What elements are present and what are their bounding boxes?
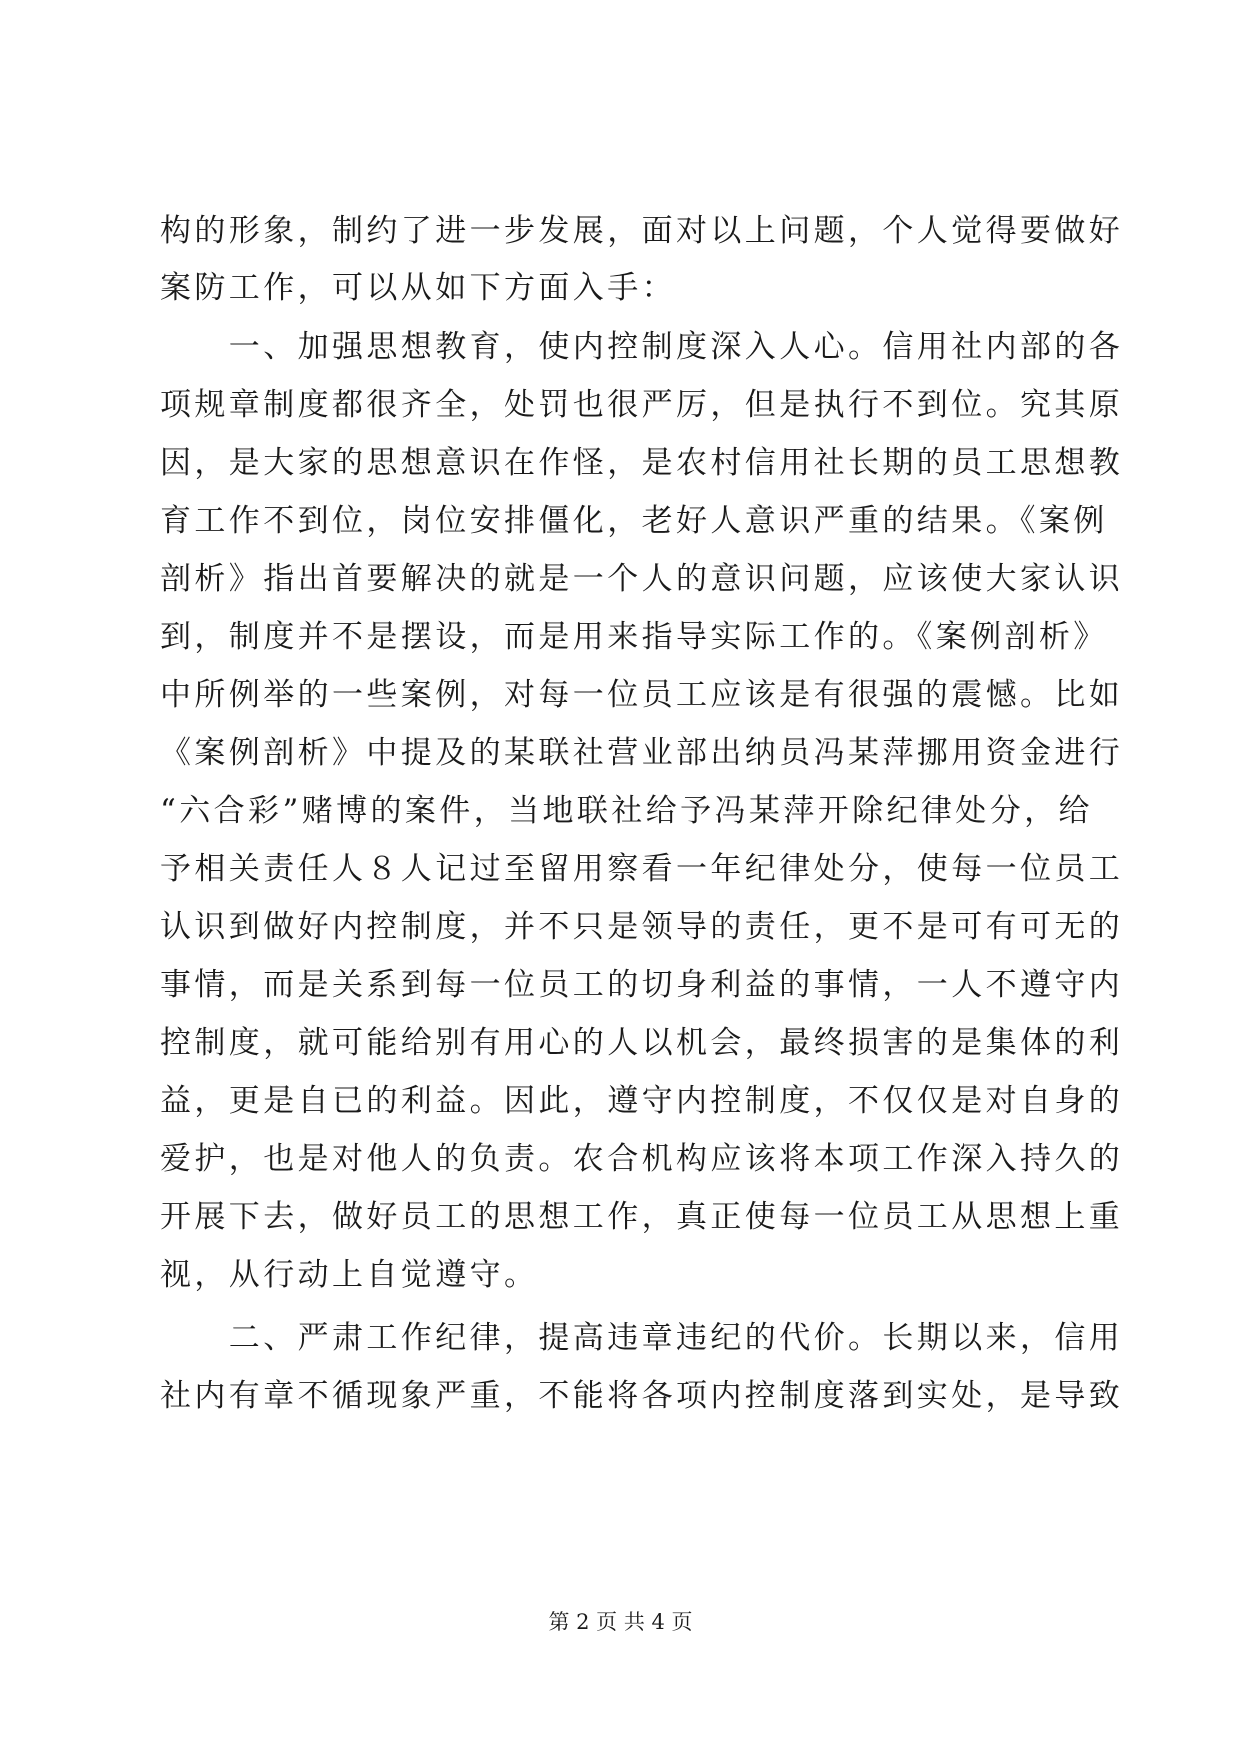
text-line: 《案例剖析》中提及的某联社营业部出纳员冯某萍挪用资金进行 [160, 735, 1124, 771]
text-line: 项规章制度都很齐全，处罚也很严厉，但是执行不到位。究其原 [160, 387, 1124, 423]
text-line: 开展下去，做好员工的思想工作，真正使每一位员工从思想上重 [160, 1199, 1124, 1235]
text-line: 案防工作，可以从如下方面入手： [160, 270, 676, 306]
text-line: 中所例举的一些案例，对每一位员工应该是有很强的震憾。比如 [160, 677, 1124, 713]
text-line: 控制度，就可能给别有用心的人以机会，最终损害的是集体的利 [160, 1025, 1124, 1061]
text-line: 一、加强思想教育，使内控制度深入人心。信用社内部的各 [160, 329, 1124, 365]
text-line: 育工作不到位，岗位安排僵化，老好人意识严重的结果。《案例 [160, 503, 1108, 539]
text-line: 构的形象，制约了进一步发展，面对以上问题，个人觉得要做好 [160, 213, 1124, 249]
text-line: 因，是大家的思想意识在作怪，是农村信用社长期的员工思想教 [160, 445, 1124, 481]
text-line: 爱护，也是对他人的负责。农合机构应该将本项工作深入持久的 [160, 1141, 1124, 1177]
text-line: 二、严肃工作纪律，提高违章违纪的代价。长期以来，信用 [160, 1320, 1124, 1356]
text-line: 事情，而是关系到每一位员工的切身利益的事情，一人不遵守内 [160, 967, 1124, 1003]
page-footer: 第 2 页 共 4 页 [548, 1610, 693, 1634]
text-line: “六合彩”赌博的案件，当地联社给予冯某萍开除纪律处分，给 [160, 793, 1093, 829]
text-line: 益，更是自已的利益。因此，遵守内控制度，不仅仅是对自身的 [160, 1083, 1124, 1119]
text-line: 到，制度并不是摆设，而是用来指导实际工作的。《案例剖析》 [160, 619, 1108, 655]
text-line: 予相关责任人８人记过至留用察看一年纪律处分，使每一位员工 [160, 851, 1124, 887]
text-line: 剖析》指出首要解决的就是一个人的意识问题，应该使大家认识 [160, 561, 1124, 597]
text-line: 视，从行动上自觉遵守。 [160, 1257, 539, 1293]
text-line: 社内有章不循现象严重，不能将各项内控制度落到实处，是导致 [160, 1378, 1124, 1414]
text-line: 认识到做好内控制度，并不只是领导的责任，更不是可有可无的 [160, 909, 1124, 945]
